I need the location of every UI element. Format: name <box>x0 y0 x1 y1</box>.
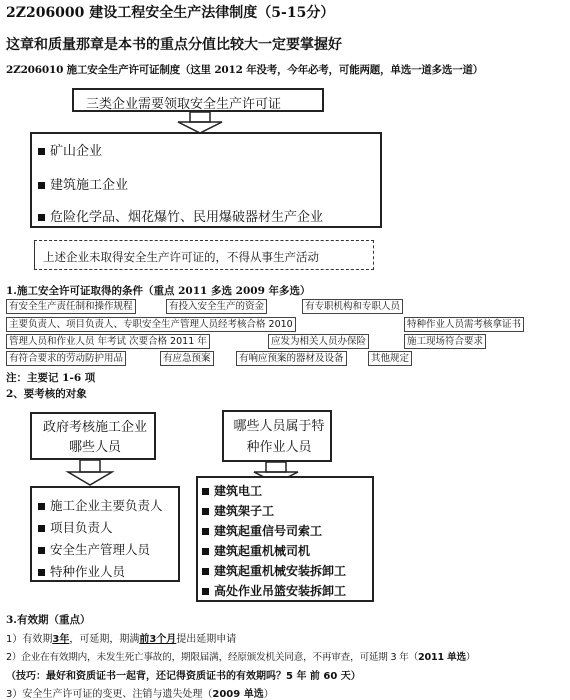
right-label-box <box>222 410 332 462</box>
down-arrow-icon <box>60 460 120 486</box>
list-item: 建筑电工 <box>202 482 262 499</box>
list-item: 危险化学品、烟花爆竹、民用爆破器材生产企业 <box>38 206 323 225</box>
conditions-heading: 1.施工安全许可证取得的条件（重点 2011 多选 2009 年多选） <box>6 285 311 297</box>
list-item: 高处作业吊篮安装拆卸工 <box>202 582 346 599</box>
left-label: 政府考核施工企业哪些人员 <box>42 420 147 455</box>
list-item: 建筑起重机械司机 <box>202 542 310 559</box>
list-item: 建筑施工企业 <box>38 174 128 193</box>
section-heading: 2Z206010 施工安全生产许可证制度（这里 2012 年没考，今年必考，可能两题，单选一道多选一道） <box>6 64 484 76</box>
condition-tag: 应发为相关人员办保险 <box>268 334 369 349</box>
condition-tag: 有响应预案的器材及设备 <box>236 351 347 366</box>
right-label: 哪些人员属于特种作业人员 <box>233 419 325 455</box>
down-arrow-icon <box>170 112 230 134</box>
top-label-box <box>72 88 324 112</box>
condition-tag: 特种作业人员需考核拿证书 <box>404 317 524 332</box>
list-item: 特种作业人员 <box>38 562 125 580</box>
condition-tag: 其他规定 <box>368 351 412 366</box>
list-item: 项目负责人 <box>38 518 113 536</box>
list-item: 建筑起重机械安装拆卸工 <box>202 562 346 579</box>
personnel-heading: 2、要考核的对象 <box>6 388 87 400</box>
list-item: 矿山企业 <box>38 140 102 159</box>
left-list-box <box>30 486 180 582</box>
list-item: 施工企业主要负责人 <box>38 496 163 514</box>
validity-heading: 3.有效期（重点） <box>6 614 91 626</box>
condition-tag: 主要负责人、项目负责人、专职安全生产管理人员经考核合格 2010 <box>6 317 296 332</box>
validity-line-4: 3）安全生产许可证的变更、注销与遗失处理（2009 单选） <box>6 689 274 700</box>
left-label-box <box>30 412 156 460</box>
condition-tag: 管理人员和作业人员 年考试 次要合格 2011 年 <box>6 334 210 349</box>
condition-tag: 施工现场符合要求 <box>404 334 486 349</box>
note-box <box>34 240 374 270</box>
top-label: 三类企业需要领取安全生产许可证 <box>86 97 282 112</box>
conditions-note: 注：主要记 1-6 项 <box>6 372 96 384</box>
note-text: 上述企业未取得安全生产许可证的，不得从事生产活动 <box>43 250 319 264</box>
list-item: 安全生产管理人员 <box>38 540 150 558</box>
condition-tag: 有专职机构和专职人员 <box>302 299 403 314</box>
enterprise-list-box <box>30 132 382 228</box>
condition-tag: 有投入安全生产的资金 <box>166 299 267 314</box>
list-item: 建筑架子工 <box>202 502 274 519</box>
condition-tag: 有应急预案 <box>160 351 214 366</box>
condition-tag: 有符合要求的劳动防护用品 <box>6 351 126 366</box>
page-title: 2Z206000 建设工程安全生产法律制度（5-15分） <box>6 5 335 21</box>
condition-tag: 有安全生产责任制和操作规程 <box>6 299 136 314</box>
page-subtitle: 这章和质量那章是本书的重点分值比较大一定要掌握好 <box>6 37 342 53</box>
validity-tip: （技巧：最好和资质证书一起背，还记得资质证书的有效期吗？5 年 前 60 天） <box>6 671 361 682</box>
right-list-box <box>196 476 374 602</box>
validity-line-2: 2）企业在有效期内，未发生死亡事故的，期限届满，经原颁发机关同意，不再审查，可延期 3 年（2011 单选） <box>6 652 476 663</box>
validity-line-1: 1）有效期3年，可延期，期满前3个月提出延期申请 <box>6 634 237 645</box>
list-item: 建筑起重信号司索工 <box>202 522 322 539</box>
